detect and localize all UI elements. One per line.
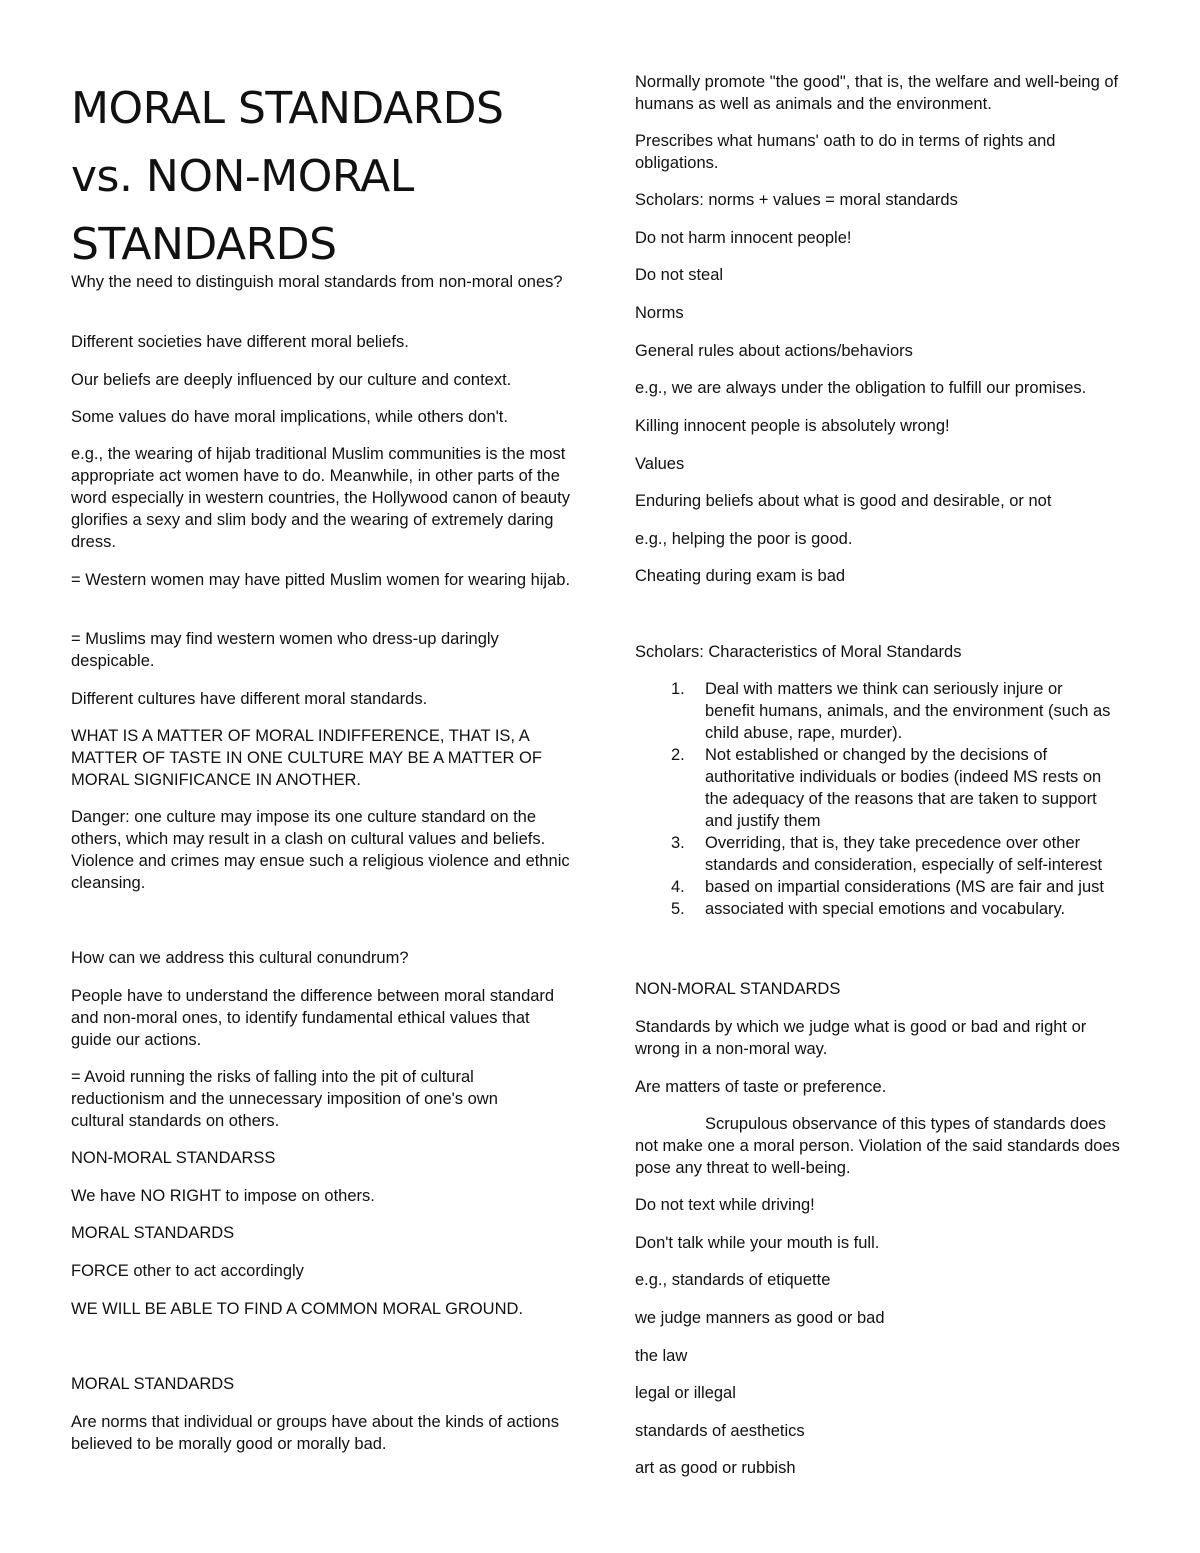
list-item-number: 5. [671,900,685,918]
paragraph: Different societies have different moral beliefs. [71,333,409,351]
paragraph: Danger: one culture may impose its one culture standard on the others, which may result in a clash on cultural values and beliefs. Violence and crimes may ensue such a religious violence and ethnic cleansing. [71,808,570,892]
paragraph: NON-MORAL STANDARDS [635,980,841,998]
paragraph: Normally promote "the good", that is, the welfare and well-being of humans as well as animals and the environment. [635,73,1119,113]
list-item-text: Not established or changed by the decisions of authoritative individuals or bodies (indeed MS rests on the adequacy of the reasons that are taken to support and justify them [705,746,1102,830]
list-item-text: Overriding, that is, they take precedence over other standards and consideration, especially of self-interest [705,834,1103,874]
paragraph: Are matters of taste or preference. [635,1078,887,1096]
paragraph: MORAL STANDARDS [71,1375,235,1393]
list-item-number: 1. [671,680,685,698]
paragraph: Cheating during exam is bad [635,567,846,585]
paragraph: art as good or rubbish [635,1459,796,1477]
paragraph: Norms [635,304,684,322]
paragraph: How can we address this cultural conundrum? [71,949,409,967]
list-item [635,678,1115,744]
list-item-number: 4. [671,878,685,896]
paragraph: WE WILL BE ABLE TO FIND A COMMON MORAL GROUND. [71,1300,523,1318]
list-item [635,898,1115,920]
paragraph: General rules about actions/behaviors [635,342,913,360]
paragraph: People have to understand the difference between moral standard and non-moral ones, to identify fundamental ethical values that guide our actions. [71,987,555,1049]
paragraph: Some values do have moral implications, while others don't. [71,408,508,426]
paragraph: Do not text while driving! [635,1196,815,1214]
list-item [635,876,1115,898]
paragraph: Do not harm innocent people! [635,229,852,247]
paragraph: we judge manners as good or bad [635,1309,885,1327]
paragraph: the law [635,1347,688,1365]
paragraph: Don't talk while your mouth is full. [635,1234,880,1252]
paragraph: Why the need to distinguish moral standards from non-moral ones? [71,273,563,291]
list-item [635,832,1115,876]
paragraph: NON-MORAL STANDARSS [71,1149,276,1167]
paragraph: Killing innocent people is absolutely wrong! [635,417,950,435]
paragraph: = Western women may have pitted Muslim women for wearing hijab. [71,571,571,589]
list-item [635,744,1115,832]
paragraph: Prescribes what humans' oath to do in terms of rights and obligations. [635,132,1056,172]
paragraph: Values [635,455,685,473]
paragraph: standards of aesthetics [635,1422,805,1440]
paragraph: Standards by which we judge what is good or bad and right or wrong in a non-moral way. [635,1018,1087,1058]
paragraph: Do not steal [635,266,724,284]
paragraph: = Avoid running the risks of falling into the pit of cultural reductionism and the unnecessary imposition of one's own cultural standards on others. [71,1068,498,1130]
paragraph: Enduring beliefs about what is good and desirable, or not [635,492,1052,510]
paragraph: e.g., we are always under the obligation to fulfill our promises. [635,379,1087,397]
list-item-text: associated with special emotions and vocabulary. [705,900,1066,918]
paragraph: = Muslims may find western women who dress-up daringly despicable. [71,630,499,670]
paragraph: legal or illegal [635,1384,736,1402]
paragraph: Our beliefs are deeply influenced by our culture and context. [71,371,512,389]
paragraph: MORAL STANDARDS [71,1224,235,1242]
paragraph: Scrupulous observance of this types of standards does not make one a moral person. Violation of the said standards does pose any threat to well-being. [635,1115,1120,1177]
document-title: MORAL STANDARDS vs. NON-MORAL STANDARDS [71,83,504,270]
paragraph: FORCE other to act accordingly [71,1262,304,1280]
list-item-text: based on impartial considerations (MS are fair and just [705,878,1104,896]
paragraph: Are norms that individual or groups have about the kinds of actions believed to be morally good or morally bad. [71,1413,559,1453]
paragraph: We have NO RIGHT to impose on others. [71,1187,375,1205]
paragraph: e.g., helping the poor is good. [635,530,853,548]
paragraph: Scholars: norms + values = moral standards [635,191,958,209]
paragraph: Different cultures have different moral standards. [71,690,428,708]
paragraph: WHAT IS A MATTER OF MORAL INDIFFERENCE, THAT IS, A MATTER OF TASTE IN ONE CULTURE MAY BE A MATTER OF MORAL SIGNIFICANCE IN ANOTHER. [71,727,542,789]
list-item-number: 2. [671,746,685,764]
list-item-text: Deal with matters we think can seriously injure or benefit humans, animals, and the environment (such as child abuse, rape, murder). [705,680,1111,742]
paragraph: e.g., the wearing of hijab traditional Muslim communities is the most appropriate act women have to do. Meanwhile, in other parts of the word especially in western countries, the Hollywood canon of beauty glorifies a sexy and slim body and the wearing of extremely daring dress. [71,445,570,551]
paragraph: Scholars: Characteristics of Moral Standards [635,643,962,661]
paragraph: e.g., standards of etiquette [635,1271,831,1289]
list-item-number: 3. [671,834,685,852]
characteristics-list [635,678,1115,920]
